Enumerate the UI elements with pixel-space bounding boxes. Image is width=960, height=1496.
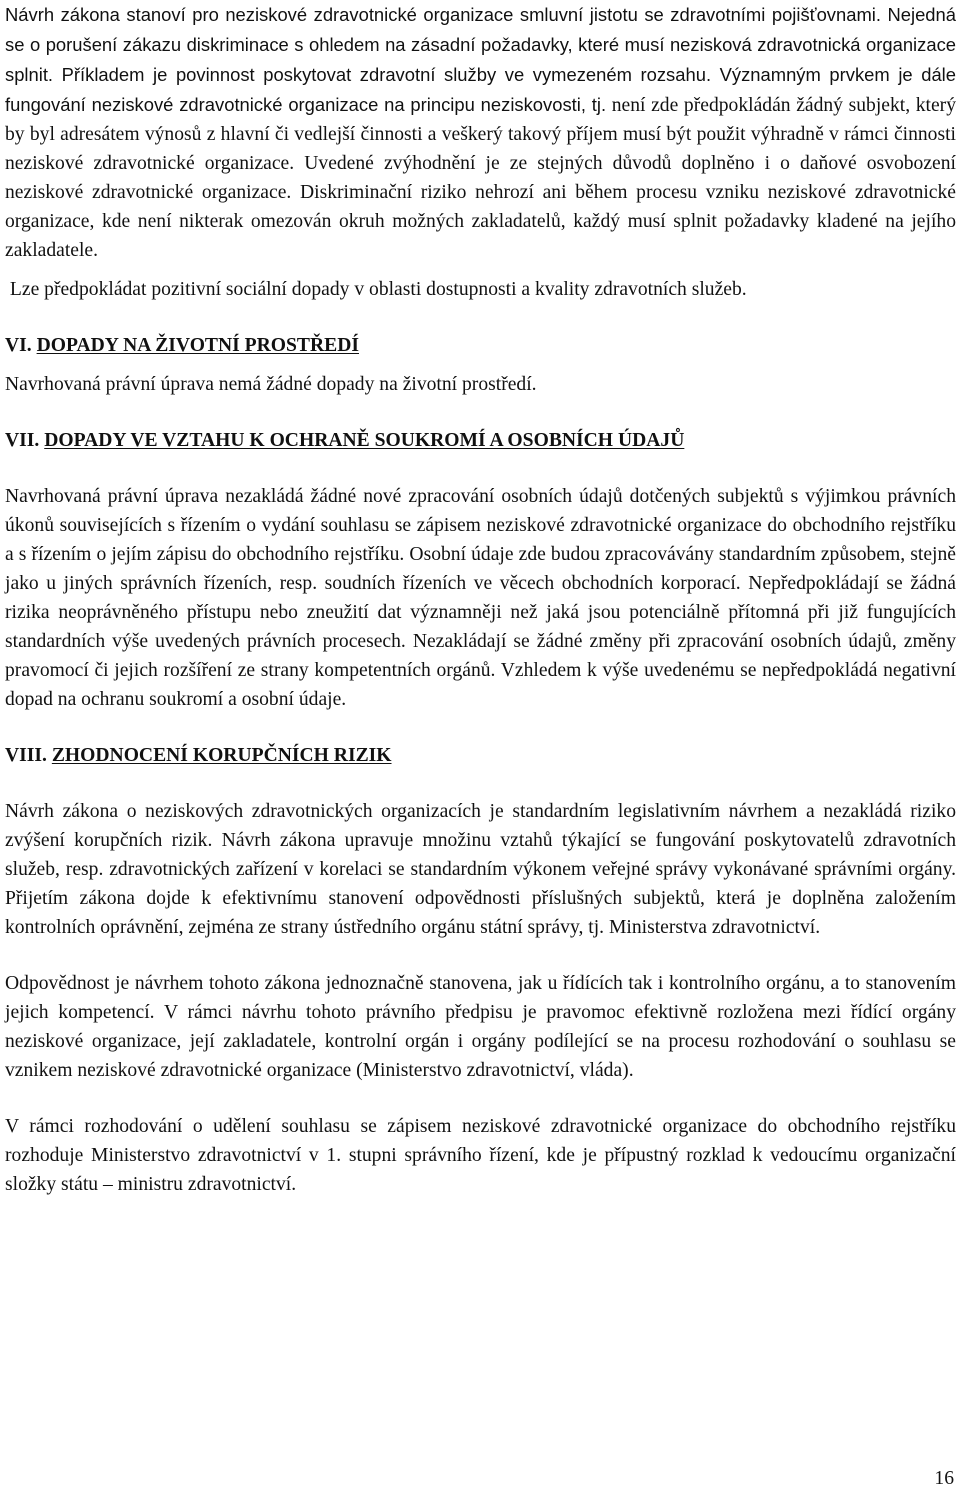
section-vi-paragraph: Navrhovaná právní úprava nemá žádné dopady na životní prostředí. <box>5 374 537 395</box>
document-page <box>5 0 956 1199</box>
section-heading-vii <box>5 426 956 455</box>
intro-paragraph <box>5 0 956 265</box>
section-viii-paragraph-3: V rámci rozhodování o udělení souhlasu se zápisem neziskové zdravotnické organizace do obchodního rejstříku rozhoduje Ministerstvo zdravotnictví v 1. stupni správního řízení, kde je přípustný rozklad k vedoucímu organizační složky státu – ministru zdravotnictví. <box>5 1116 956 1195</box>
section-viii-paragraph-1: Návrh zákona o neziskových zdravotnických organizacích je standardním legislativním návrhem a nezakládá riziko zvýšení korupčních rizik. Návrh zákona upravuje množinu vztahů týkající se fungování poskytovatelů zdravotních služeb, resp. zdravotnických zařízení v korelaci se standardním výkonem veřejné správy vykonávané správními orgány. Přijetím zákona dojde k efektivnímu stanovení odpovědnosti příslušných subjektů, která je doplněna založením kontrolních oprávnění, zejména ze strany ústředního orgánu státní správy, tj. Ministerstva zdravotnictví. <box>5 801 956 938</box>
section-number: VII. <box>5 430 40 451</box>
section-title: DOPADY VE VZTAHU K OCHRANĚ SOUKROMÍ A OSOBNÍCH ÚDAJŮ <box>44 430 685 451</box>
section-title: DOPADY NA ŽIVOTNÍ PROSTŘEDÍ <box>36 335 359 356</box>
section-vii-paragraph: Navrhovaná právní úprava nezakládá žádné nové zpracování osobních údajů dotčených subjektů s výjimkou právních úkonů souvisejících s řízením o vydání souhlasu se zápisem neziskové zdravotnické organizace do obchodního rejstříku a s řízením o jejím zápisu do obchodního rejstříku. Osobní údaje zde budou zpracovávány standardním způsobem, stejně jako u jiných správních řízeních, resp. soudních řízeních ve věcech obchodních korporací. Nepředpokládají se žádná rizika neoprávněného přístupu nebo zneužití dat významněji než jaká jsou potenciálně přítomná při již fungujících standardních výše uvedených právních procesech. Nezakládají se žádné změny při zpracování osobních údajů, změny pravomocí či jejich rozšíření ze strany kompetentních orgánů. Vzhledem k výše uvedenému se nepředpokládá negativní dopad na ochranu soukromí a osobní údaje. <box>5 486 956 710</box>
section-viii-paragraph-2: Odpovědnost je návrhem tohoto zákona jednoznačně stanovena, jak u řídících tak i kontrolního orgánu, a to stanovením jejich kompetencí. V rámci návrhu tohoto právního předpisu je pravomoc efektivně rozložena mezi řídící orgány neziskové organizace, její zakladatele, kontrolní orgán i orgány podílející se na procesu rozhodování o souhlasu se vznikem neziskové zdravotnické organizace (Ministerstvo zdravotnictví, vláda). <box>5 973 956 1081</box>
intro-text-sans: Návrh zákona stanoví pro neziskové zdravotnické organizace smluvní jistotu se zdravotními pojišťovnami. Nejedná se o porušení zákazu diskriminace s ohledem na zásadní požadavky, které musí nezisková zdravotnická organizace splnit. Příkladem je povinnost poskytovat zdravotní služby ve vymezeném rozsahu. Významným prvkem je dále fungování neziskové zdravotnické organizace na principu neziskovosti, tj. <box>5 4 956 115</box>
section-number: VIII. <box>5 745 47 766</box>
section-heading-viii <box>5 741 956 770</box>
intro-text-serif: není zde předpokládán žádný subjekt, který by byl adresátem výnosů z hlavní či vedlejší činnosti a veškerý takový příjem musí být použit výhradně v rámci činnosti neziskové zdravotnické organizace. Uvedené zvýhodnění je ze stejných důvodů doplněno i o daňové osvobození neziskové zdravotnické organizace. Diskriminační riziko nehrozí ani během procesu vzniku neziskové zdravotnické organizace, kde není nikterak omezován okruh možných zakladatelů, každý musí splnit požadavky kladené na jejího zakladatele. <box>5 95 956 261</box>
section-number: VI. <box>5 335 32 356</box>
section-heading-vi <box>5 331 956 360</box>
section-title: ZHODNOCENÍ KORUPČNÍCH RIZIK <box>51 745 392 766</box>
page-number: 16 <box>934 1468 954 1489</box>
social-impact-paragraph: Lze předpokládat pozitivní sociální dopady v oblasti dostupnosti a kvality zdravotních služeb. <box>5 279 747 300</box>
